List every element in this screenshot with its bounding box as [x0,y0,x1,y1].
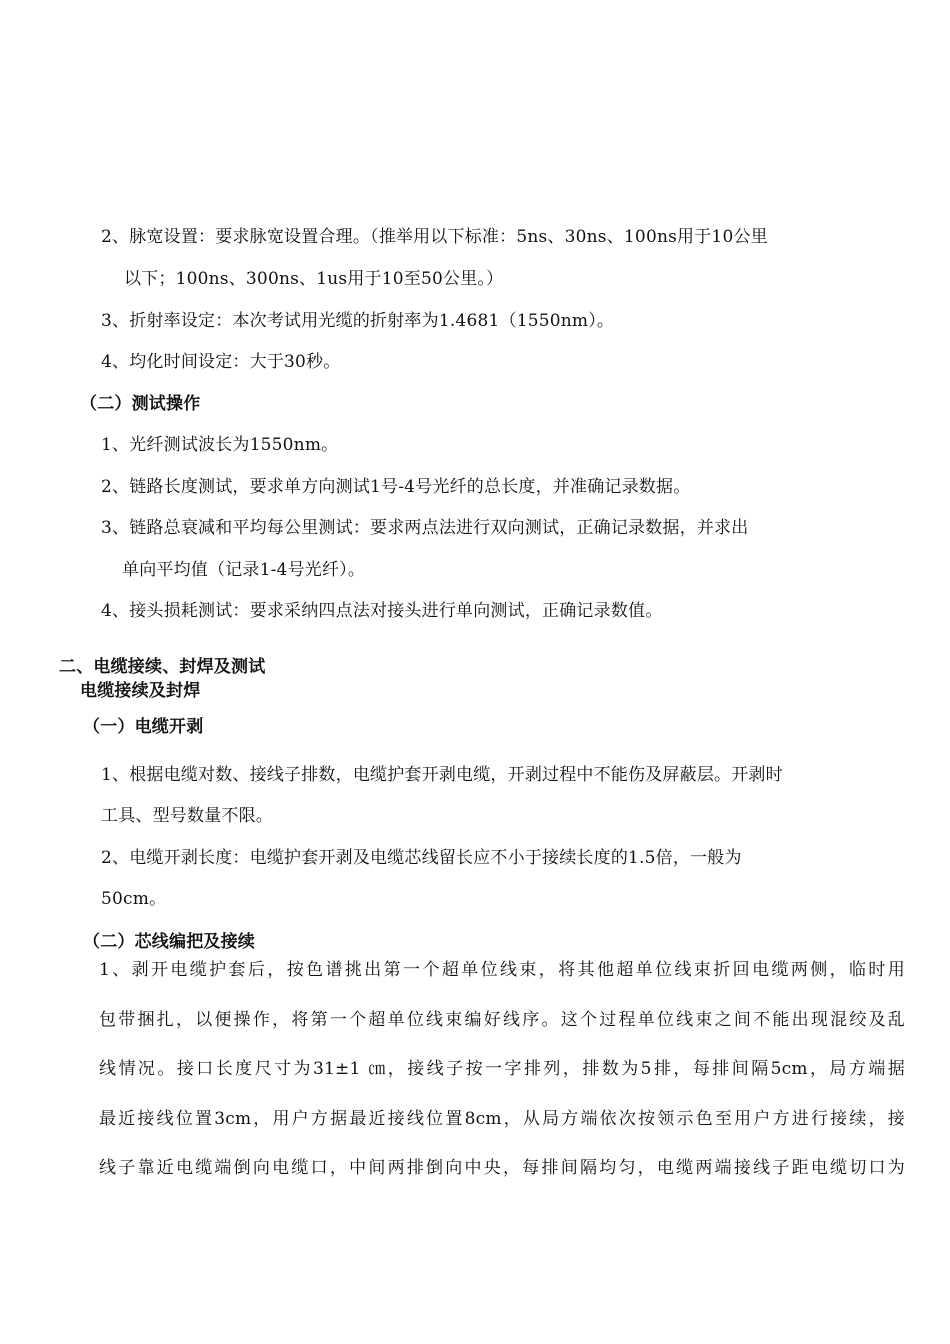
paragraph-line-link-attenuation: 3、链路总衰减和平均每公里测试：要求两点法进行双向测试，正确记录数据，并求出 [101,518,749,538]
paragraph-line-stripping-2: 2、电缆开剥长度：电缆护套开剥及电缆芯线留长应不小于接续长度的1.5倍，一般为 [101,848,742,868]
paragraph-line-refractive-index: 3、折射率设定：本次考试用光缆的折射率为1.4681（1550nm）。 [101,311,615,331]
paragraph-line-splice-loss: 4、接头损耗测试：要求采纳四点法对接头进行单向测试，正确记录数值。 [101,601,663,621]
paragraph-line-bundling-1: 1、剥开电缆护套后，按色谱挑出第一个超单位线束，将其他超单位线束折回电缆两侧，临时用 [99,960,905,980]
paragraph-line-pulse-width: 2、脉宽设置：要求脉宽设置合理。（推举用以下标准：5ns、30ns、100ns用于10公里 [101,227,768,247]
paragraph-line-stripping-1-cont: 工具、型号数量不限。 [101,806,273,826]
section-heading-cable-stripping: （一）电缆开剥 [83,717,204,737]
paragraph-line-wavelength: 1、光纤测试波长为1550nm。 [101,435,339,455]
paragraph-line-bundling-2: 包带捆扎，以便操作，将第一个超单位线束编好线序。这个过程单位线束之间不能出现混绞及乱 [99,1010,905,1030]
paragraph-line-bundling-5: 线子靠近电缆端倒向电缆口，中间两排倒向中央，每排间隔均匀，电缆两端接线子距电缆切口为 [99,1158,905,1178]
chapter-heading-cable-splicing: 二、电缆接续、封焊及测试 [59,657,266,677]
section-heading-core-bundling: （二）芯线编把及接续 [83,932,255,952]
paragraph-line-bundling-3: 线情况。接口长度尺寸为31±1 ㎝，接线子按一字排列，排数为5排，每排间隔5cm，局方端据 [99,1059,905,1079]
paragraph-line-pulse-width-cont: 以下；100ns、300ns、1us用于10至50公里。） [124,269,504,289]
paragraph-line-stripping-1: 1、根据电缆对数、接线子排数，电缆护套开剥电缆，开剥过程中不能伤及屏蔽层。开剥时 [101,765,783,785]
section-heading-test-operation: （二）测试操作 [80,394,201,414]
paragraph-line-link-attenuation-cont: 单向平均值（记录1-4号光纤）。 [122,560,366,580]
subheading-cable-splicing-sealing: 电缆接续及封焊 [80,681,201,701]
paragraph-line-stripping-2-cont: 50cm。 [101,889,167,909]
paragraph-line-bundling-4: 最近接线位置3cm，用户方据最近接线位置8cm，从局方端依次按领示色至用户方进行接续，接 [99,1109,905,1129]
paragraph-line-link-length: 2、链路长度测试，要求单方向测试1号-4号光纤的总长度，并准确记录数据。 [101,477,691,497]
paragraph-line-averaging-time: 4、均化时间设定：大于30秒。 [101,352,341,372]
